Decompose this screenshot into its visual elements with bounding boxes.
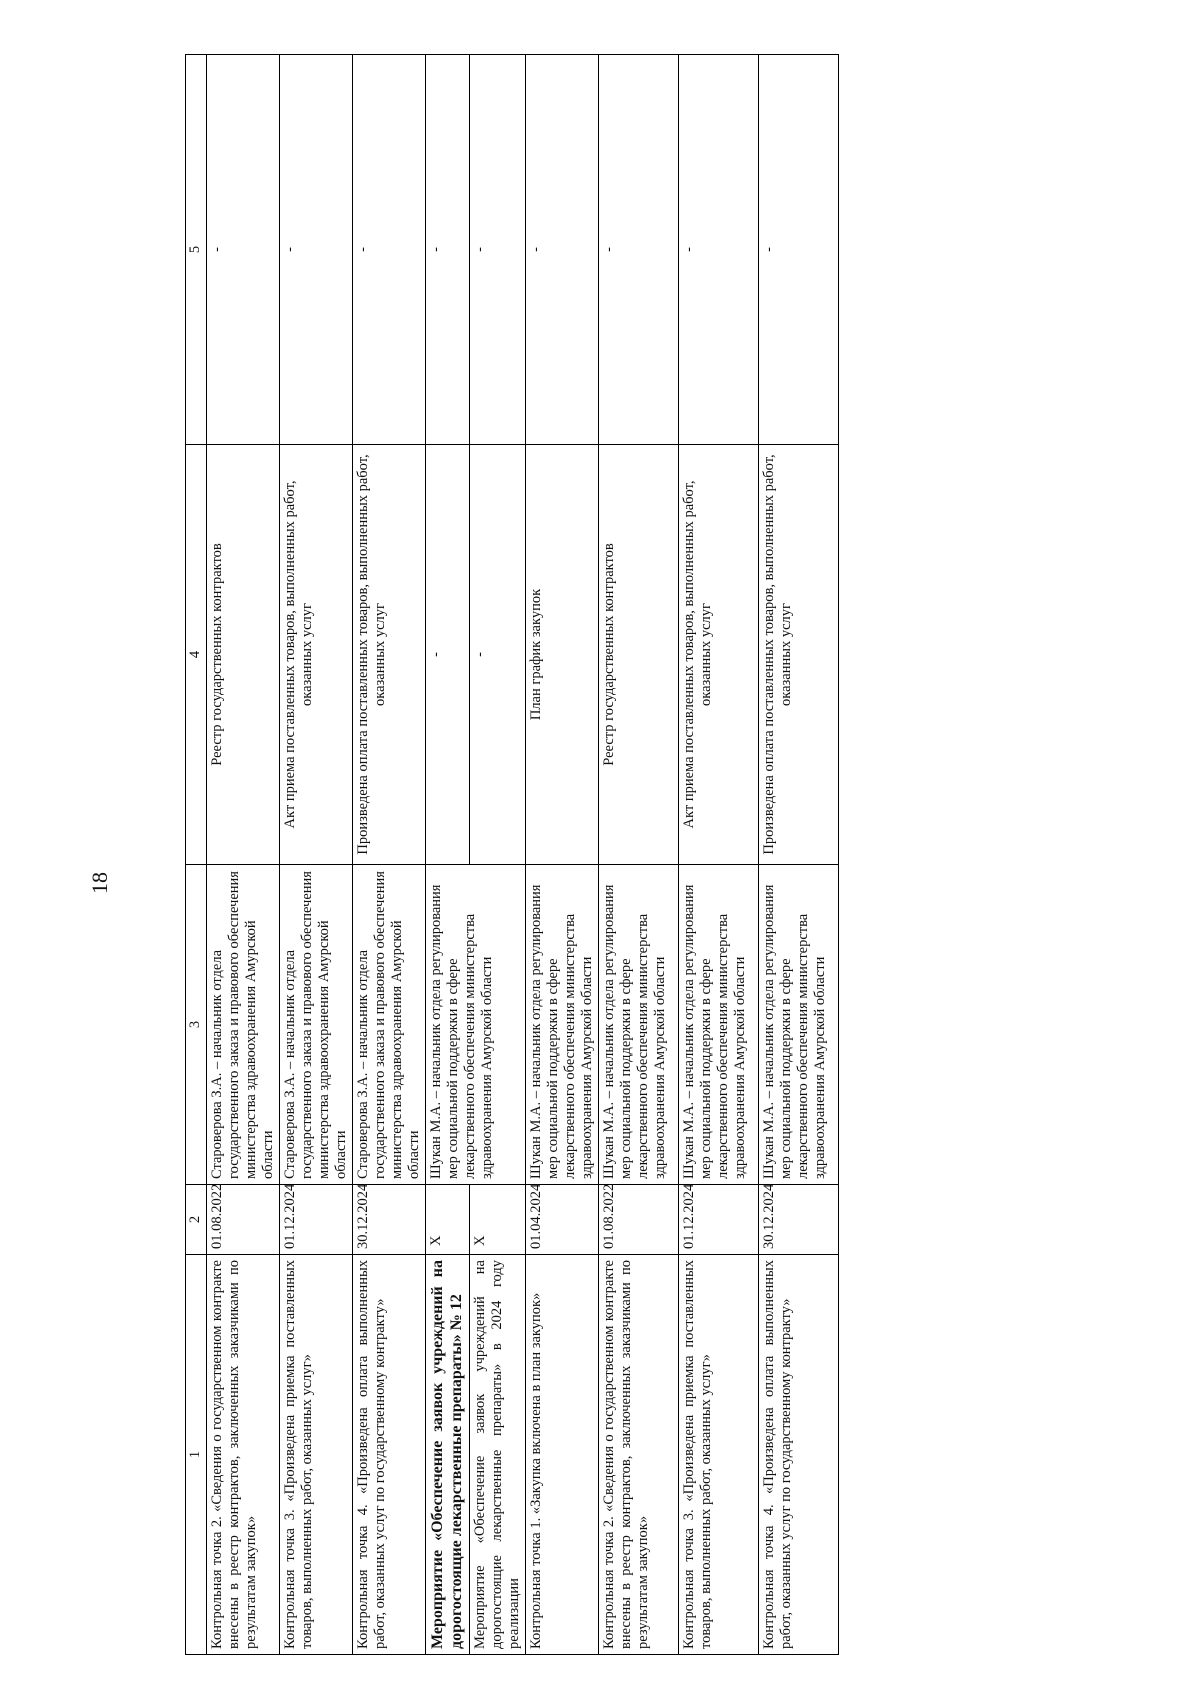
cell-date: 01.08.2022 <box>599 1185 679 1255</box>
table-row <box>759 55 839 1655</box>
cell-document: Произведена оплата поставленных товаров, выполненных работ, оказанных услуг <box>759 445 839 865</box>
cell-responsible: Шукан М.А. – начальник отдела регулирования мер социальной поддержки в сфере лекарственного обеспечения министерства здравоохранения Амурской области <box>759 865 839 1185</box>
cell-date: 30.12.2024 <box>353 1185 426 1255</box>
cell-event: Контрольная точка 2. «Сведения о государственном контракте внесены в реестр контрактов, заключенных заказчиками по результатам закупок» <box>207 1255 280 1655</box>
table-row <box>526 55 599 1655</box>
cell-document: Акт приема поставленных товаров, выполненных работ, оказанных услуг <box>679 445 759 865</box>
table-row <box>280 55 353 1655</box>
cell-date: Х <box>470 1185 526 1255</box>
cell-date: 01.12.2024 <box>679 1185 759 1255</box>
cell-event: Контрольная точка 1. «Закупка включена в план закупок» <box>526 1255 599 1655</box>
header-col-5: 5 <box>186 55 207 445</box>
cell-responsible: Шукан М.А. – начальник отдела регулирования мер социальной поддержки в сфере лекарственного обеспечения министерства здравоохранения Амурской области <box>679 865 759 1185</box>
cell-note: - <box>353 55 426 445</box>
cell-note: - <box>599 55 679 445</box>
cell-date: 01.08.2022 <box>207 1185 280 1255</box>
cell-date: 01.12.2024 <box>280 1185 353 1255</box>
cell-event: Контрольная точка 4. «Произведена оплата выполненных работ, оказанных услуг по государственному контракту» <box>759 1255 839 1655</box>
cell-responsible: Староверова З.А. – начальник отдела государственного заказа и правового обеспечения министерства здравоохранения Амурской области <box>353 865 426 1185</box>
cell-responsible: Шукан М.А. – начальник отдела регулирования мер социальной поддержки в сфере лекарственного обеспечения министерства здравоохранения Амурской области <box>599 865 679 1185</box>
cell-responsible: Шукан М.А. – начальник отдела регулирования мер социальной поддержки в сфере лекарственного обеспечения министерства здравоохранения Амурской области <box>426 865 526 1185</box>
cell-document: Реестр государственных контрактов <box>599 445 679 865</box>
table-row <box>599 55 679 1655</box>
cell-note: - <box>426 55 470 445</box>
cell-document: План график закупок <box>526 445 599 865</box>
cell-note: - <box>759 55 839 445</box>
cell-note: - <box>679 55 759 445</box>
header-col-4: 4 <box>186 445 207 865</box>
cell-event: Контрольная точка 3. «Произведена приемка поставленных товаров, выполненных работ, оказанных услуг» <box>679 1255 759 1655</box>
cell-event: Мероприятие «Обеспечение заявок учреждений на дорогостоящие лекарственные препараты» в 2024 году реализации <box>470 1255 526 1655</box>
table-row <box>353 55 426 1655</box>
cell-document: - <box>470 445 526 865</box>
cell-responsible: Староверова З.А. – начальник отдела государственного заказа и правового обеспечения министерства здравоохранения Амурской области <box>207 865 280 1185</box>
cell-event: Контрольная точка 4. «Произведена оплата выполненных работ, оказанных услуг по государственному контракту» <box>353 1255 426 1655</box>
header-row <box>186 55 207 1655</box>
table-row <box>679 55 759 1655</box>
header-col-1: 1 <box>186 1255 207 1655</box>
table-row <box>207 55 280 1655</box>
cell-event: Контрольная точка 3. «Произведена приемка поставленных товаров, выполненных работ, оказанных услуг» <box>280 1255 353 1655</box>
cell-responsible: Шукан М.А. – начальник отдела регулирования мер социальной поддержки в сфере лекарственного обеспечения министерства здравоохранения Амурской области <box>526 865 599 1185</box>
rotated-table-container <box>185 55 835 1655</box>
table-row <box>470 55 526 1655</box>
cell-date: Х <box>426 1185 470 1255</box>
cell-date: 01.04.2024 <box>526 1185 599 1255</box>
header-col-2: 2 <box>186 1185 207 1255</box>
cell-document: Акт приема поставленных товаров, выполненных работ, оказанных услуг <box>280 445 353 865</box>
cell-note: - <box>207 55 280 445</box>
table-row <box>426 55 470 1655</box>
cell-date: 30.12.2024 <box>759 1185 839 1255</box>
cell-document: Произведена оплата поставленных товаров, выполненных работ, оказанных услуг <box>353 445 426 865</box>
cell-note: - <box>526 55 599 445</box>
cell-responsible: Староверова З.А. – начальник отдела государственного заказа и правового обеспечения министерства здравоохранения Амурской области <box>280 865 353 1185</box>
header-col-3: 3 <box>186 865 207 1185</box>
control-points-table <box>185 54 839 1655</box>
cell-document: - <box>426 445 470 865</box>
page-number: 18 <box>87 872 112 894</box>
cell-event: Контрольная точка 2. «Сведения о государственном контракте внесены в реестр контрактов, заключенных заказчиками по результатам закупок» <box>599 1255 679 1655</box>
cell-document: Реестр государственных контрактов <box>207 445 280 865</box>
cell-event: Мероприятие «Обеспечение заявок учреждений на дорогостоящие лекарственные препараты» № 12 <box>426 1255 470 1655</box>
cell-note: - <box>280 55 353 445</box>
cell-note: - <box>470 55 526 445</box>
